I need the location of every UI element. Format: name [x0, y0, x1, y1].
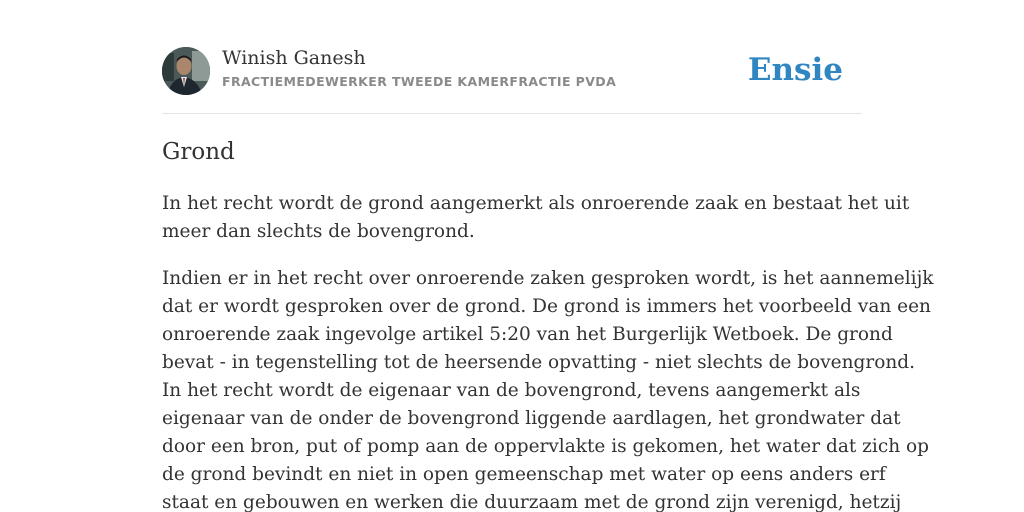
author-avatar[interactable]	[162, 47, 210, 95]
paragraph-line: staat en gebouwen en werken die duurzaam met de grond zijn verenigd, hetzij	[162, 492, 902, 512]
paragraph-line: eigenaar van de onder de bovengrond liggende aardlagen, het grondwater dat	[162, 408, 901, 429]
header-divider	[162, 113, 862, 114]
ensie-logo[interactable]: Ensie	[747, 52, 843, 88]
author-role: FRACTIEMEDEWERKER TWEEDE KAMERFRACTIE PVDA	[222, 74, 617, 89]
paragraph	[162, 190, 910, 246]
article-body	[162, 190, 934, 512]
paragraph	[162, 265, 934, 512]
paragraph-line: In het recht wordt de eigenaar van de bovengrond, tevens aangemerkt als	[162, 380, 861, 401]
paragraph-line: bevat - in tegenstelling tot de heersende opvatting - niet slechts de bovengrond.	[162, 352, 916, 373]
author-name[interactable]: Winish Ganesh	[222, 47, 366, 69]
article-header	[162, 46, 862, 96]
paragraph-line: dat er wordt gesproken over de grond. De grond is immers het voorbeeld van een	[162, 296, 931, 317]
paragraph-line: Indien er in het recht over onroerende zaken gesproken wordt, is het aannemelijk	[162, 268, 934, 289]
paragraph-line: In het recht wordt de grond aangemerkt als onroerende zaak en bestaat het uit	[162, 193, 910, 214]
avatar-photo-icon	[162, 47, 210, 95]
article-title: Grond	[162, 139, 235, 165]
paragraph-line: de grond bevindt en niet in open gemeenschap met water op eens anders erf	[162, 464, 886, 485]
paragraph-line: onroerende zaak ingevolge artikel 5:20 van het Burgerlijk Wetboek. De grond	[162, 324, 893, 345]
paragraph-line: door een bron, put of pomp aan de oppervlakte is gekomen, het water dat zich op	[162, 436, 929, 457]
paragraph-line: meer dan slechts de bovengrond.	[162, 221, 475, 242]
